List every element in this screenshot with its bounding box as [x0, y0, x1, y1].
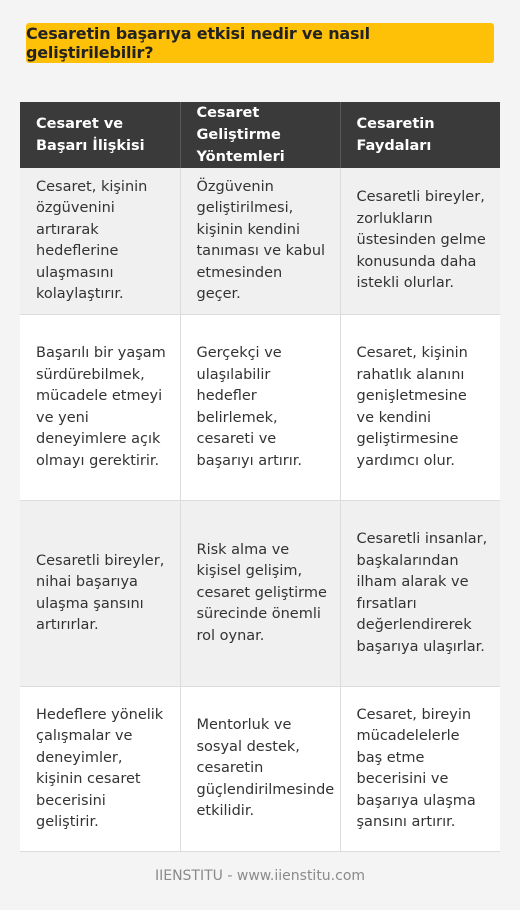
footer-credit: IIENSTITU - www.iienstitu.com	[154, 868, 366, 884]
table-row	[20, 687, 500, 852]
column-header-methods: Cesaret Geliştirme Yöntemleri	[180, 102, 340, 168]
table-cell: Gerçekçi ve ulaşılabilir hedefler belirlemek, cesareti ve başarıyı artırır.	[180, 315, 340, 501]
table-cell: Cesaretli insanlar, başkalarından ilham alarak ve fırsatları değerlendirerek başarıya ulaşırlar.	[340, 501, 500, 687]
table-cell: Cesaret, kişinin özgüvenini artırarak hedeflerine ulaşmasını kolaylaştırır.	[20, 168, 180, 315]
table-cell: Cesaret, bireyin mücadelelerle baş etme becerisini ve başarıya ulaşma şansını artırır.	[340, 687, 500, 852]
table-cell: Özgüvenin geliştirilmesi, kişinin kendini tanıması ve kabul etmesinden geçer.	[180, 168, 340, 315]
table-cell: Mentorluk ve sosyal destek, cesaretin güçlendirilmesinde etkilidir.	[180, 687, 340, 852]
page-title: Cesaretin başarıya etkisi nedir ve nasıl geliştirilebilir?	[26, 24, 370, 62]
column-header-relationship: Cesaret ve Başarı İlişkisi	[20, 102, 180, 168]
table-cell: Risk alma ve kişisel gelişim, cesaret geliştirme sürecinde önemli rol oynar.	[180, 501, 340, 687]
table-cell: Cesaret, kişinin rahatlık alanını genişletmesine ve kendini geliştirmesine yardımcı olur.	[340, 315, 500, 501]
table-header-row	[20, 102, 500, 168]
table-cell: Hedeflere yönelik çalışmalar ve deneyimler, kişinin cesaret becerisini geliştirir.	[20, 687, 180, 852]
table-cell: Cesaretli bireyler, zorlukların üstesinden gelme konusunda daha istekli olurlar.	[340, 168, 500, 315]
table-cell: Başarılı bir yaşam sürdürebilmek, mücadele etmeyi ve yeni deneyimlere açık olmayı gerektirir.	[20, 315, 180, 501]
table-row	[20, 501, 500, 687]
title-banner	[26, 23, 494, 63]
table-row	[20, 168, 500, 315]
comparison-table	[20, 102, 500, 852]
table-row	[20, 315, 500, 501]
column-header-benefits: Cesaretin Faydaları	[340, 102, 500, 168]
table-cell: Cesaretli bireyler, nihai başarıya ulaşma şansını artırırlar.	[20, 501, 180, 687]
